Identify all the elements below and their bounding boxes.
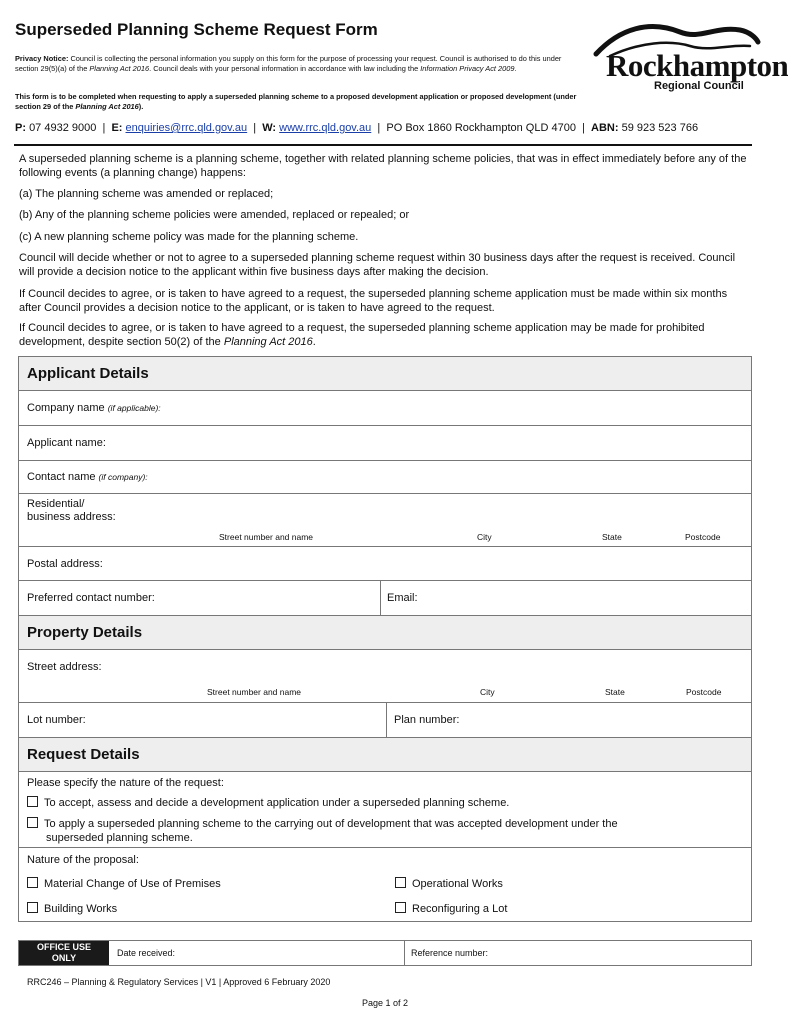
plan-number-field[interactable]: Plan number: bbox=[394, 714, 460, 726]
proposal-nature-row: Nature of the proposal: Material Change of Use of Premises Operational Works Building Works Reconfiguring a Lot bbox=[27, 854, 508, 915]
website-link[interactable]: www.rrc.qld.gov.au bbox=[279, 122, 372, 134]
date-received-field[interactable]: Date received: bbox=[117, 948, 176, 958]
applicant-details-section bbox=[18, 356, 752, 616]
phone-field[interactable]: Preferred contact number: bbox=[27, 592, 155, 604]
page-number: Page 1 of 2 bbox=[361, 998, 409, 1008]
request-details-section bbox=[18, 737, 752, 922]
contact-email-row bbox=[19, 581, 751, 616]
superseded-apply-option[interactable]: To apply a superseded planning scheme to the carrying out of development that was accepted development under the superseded planning scheme. bbox=[27, 817, 727, 845]
list-item-c: (c) A new planning scheme policy was made for the planning scheme. bbox=[19, 231, 359, 243]
checkbox[interactable] bbox=[27, 796, 38, 807]
city-sublabel: City bbox=[477, 532, 492, 542]
form-code: RRC246 – Planning & Regulatory Services | V1 | Approved 6 February 2020 bbox=[27, 977, 331, 987]
lot-number-field[interactable]: Lot number: bbox=[27, 714, 86, 726]
applicant-name-field[interactable]: Applicant name: bbox=[19, 426, 751, 461]
property-details-section bbox=[18, 615, 752, 738]
checkbox[interactable] bbox=[395, 877, 406, 888]
state-sublabel: State bbox=[605, 687, 625, 697]
street-address-field[interactable]: Street address: Street number and name City State Postcode bbox=[19, 650, 751, 703]
street-sublabel: Street number and name bbox=[219, 532, 314, 542]
company-name-field[interactable]: Company name (if applicable): bbox=[19, 391, 751, 426]
completion-note: This form is to be completed when requesting to apply a superseded planning scheme to a proposed development application or proposed development (under section 29 of the Planning Act 2016). bbox=[15, 92, 577, 111]
contact-bar: P: 07 4932 9000 | E: enquiries@rrc.qld.gov.au | W: www.rrc.qld.gov.au | PO Box 1860 Rockhampton QLD 4700 | ABN: 59 923 523 766 bbox=[15, 122, 699, 134]
email-link[interactable]: enquiries@rrc.qld.gov.au bbox=[125, 122, 248, 134]
request-nature-row: Please specify the nature of the request: To accept, assess and decide a development application under a superseded planning scheme. To apply a superseded planning scheme to the carrying out of development that was accepted development under the superseded planning scheme. bbox=[19, 772, 751, 848]
residential-address-field[interactable]: Residential/ business address: Street number and name City State Postcode bbox=[19, 494, 751, 547]
header-divider bbox=[14, 144, 752, 146]
request-details-heading: Request Details bbox=[19, 738, 751, 772]
council-logo: Rockhampton Regional Council bbox=[590, 18, 760, 96]
office-use-tag: OFFICE USE ONLY bbox=[19, 941, 109, 965]
reconfiguring-lot-option[interactable]: Reconfiguring a Lot bbox=[395, 902, 507, 915]
city-sublabel: City bbox=[480, 687, 495, 697]
street-sublabel: Street number and name bbox=[207, 687, 302, 697]
list-item-a: (a) The planning scheme was amended or replaced; bbox=[19, 188, 274, 200]
applicant-details-heading: Applicant Details bbox=[19, 357, 751, 391]
state-sublabel: State bbox=[602, 532, 622, 542]
email-field[interactable]: Email: bbox=[387, 592, 418, 604]
privacy-notice: Privacy Notice: Council is collecting the personal information you supply on this form for the purpose of processing your request. Council is authorised to do this under section 29(5)(a) of the Planning Act 2016. Council deals with your personal information in accordance with law including the Information Privacy Act 2009. bbox=[15, 54, 562, 73]
contact-name-field[interactable]: Contact name (if company): bbox=[19, 461, 751, 494]
decision-paragraph: Council will decide whether or not to agree to a superseded planning scheme request within 30 business days after the request is received. Council will provide a decision notice to the applicant within five business days after making the decision. bbox=[19, 252, 736, 278]
checkbox[interactable] bbox=[27, 817, 38, 828]
intro-paragraph: A superseded planning scheme is a planning scheme, together with related planning scheme policies, that was in effect immediately before any of the following events (a planning change) happens: bbox=[19, 153, 747, 179]
office-use-bar bbox=[18, 940, 752, 966]
checkbox[interactable] bbox=[395, 902, 406, 913]
property-details-heading: Property Details bbox=[19, 616, 751, 650]
lot-plan-row bbox=[19, 703, 751, 738]
postcode-sublabel: Postcode bbox=[685, 532, 721, 542]
list-item-b: (b) Any of the planning scheme policies were amended, replaced or repealed; or bbox=[19, 209, 410, 221]
timeframe-paragraph: If Council decides to agree, or is taken to have agreed to a request, the superseded planning scheme application must be made within six months after Council provides a decision notice to the applicant, or is taken to have agreed to the request. bbox=[19, 288, 728, 314]
mcu-option[interactable]: Material Change of Use of Premises bbox=[27, 877, 221, 890]
building-works-option[interactable]: Building Works bbox=[27, 902, 117, 915]
page-title: Superseded Planning Scheme Request Form bbox=[15, 20, 378, 39]
checkbox[interactable] bbox=[27, 877, 38, 888]
operational-works-option[interactable]: Operational Works bbox=[395, 877, 503, 890]
postal-address-field[interactable]: Postal address: bbox=[19, 547, 751, 581]
checkbox[interactable] bbox=[27, 902, 38, 913]
superseded-assess-option[interactable]: To accept, assess and decide a development application under a superseded planning scheme. bbox=[27, 796, 509, 809]
prohibited-paragraph: If Council decides to agree, or is taken to have agreed to a request, the superseded planning scheme application may be made for prohibited development, despite section 50(2) of the Planning Act 2016. bbox=[19, 322, 705, 348]
reference-number-field[interactable]: Reference number: bbox=[411, 948, 489, 958]
postcode-sublabel: Postcode bbox=[686, 687, 722, 697]
